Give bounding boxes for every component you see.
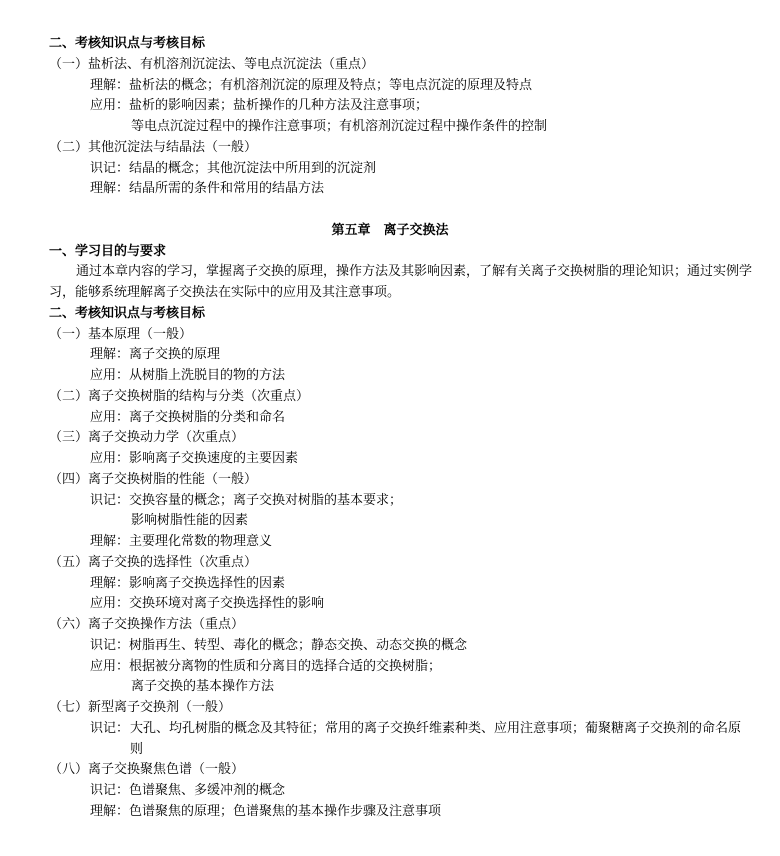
chapter-title: 第五章 离子交换法 (331, 222, 449, 238)
list-item: （二）离子交换树脂的结构与分类（次重点） (49, 388, 310, 404)
list-item: 识记：结晶的概念；其他沉淀法中所用到的沉淀剂 (90, 160, 377, 176)
list-item: 识记：交换容量的概念；离子交换对树脂的基本要求； (90, 492, 403, 508)
document-page (0, 34, 780, 823)
list-item: 应用：从树脂上洗脱目的物的方法 (90, 368, 286, 383)
list-item: （四）离子交换树脂的性能（一般） (49, 471, 258, 487)
list-item: （五）离子交换的选择性（次重点） (49, 554, 258, 570)
list-item (0, 719, 780, 761)
list-item: 理解：盐析法的概念；有机溶剂沉淀的原理及特点；等电点沉淀的原理及特点 (90, 77, 533, 93)
list-item: 应用：影响离子交换速度的主要因素 (90, 451, 299, 466)
goals-paragraph (0, 262, 780, 304)
list-item: 应用：离子交换树脂的分类和命名 (90, 409, 286, 425)
item-text: 大孔、均孔树脂的概念及其特征；常用的离子交换纤维素种类、应用注意事项；葡聚糖离子交换剂的命名原则 (130, 720, 742, 757)
list-item: （一）基本原理（一般） (49, 326, 193, 342)
list-item: 理解：色谱聚焦的原理；色谱聚焦的基本操作步骤及注意事项 (90, 803, 442, 819)
item-label: 识记： (90, 720, 130, 736)
list-item: 应用：根据被分离物的性质和分离目的选择合适的交换树脂； (90, 658, 442, 674)
list-item: 识记：色谱聚焦、多缓冲剂的概念 (90, 783, 286, 798)
list-item: （三）离子交换动力学（次重点） (49, 430, 245, 446)
list-item: 应用：交换环境对离子交换选择性的影响 (90, 596, 325, 612)
list-item: 等电点沉淀过程中的操作注意事项；有机溶剂沉淀过程中操作条件的控制 (131, 119, 548, 134)
list-item: 离子交换的基本操作方法 (131, 679, 275, 695)
list-item: （八）离子交换聚焦色谱（一般） (49, 762, 245, 778)
list-item: 理解：结晶所需的条件和常用的结晶方法 (90, 181, 325, 197)
list-item: 理解：离子交换的原理 (90, 347, 221, 363)
list-item: （二）其他沉淀法与结晶法（一般） (49, 139, 258, 155)
spacer (0, 200, 780, 221)
list-item: （七）新型离子交换剂（一般） (49, 700, 232, 715)
list-item: 理解：影响离子交换选择性的因素 (90, 575, 286, 591)
list-item: 识记：树脂再生、转型、毒化的概念；静态交换、动态交换的概念 (90, 637, 468, 653)
list-item: （六）离子交换操作方法（重点） (49, 617, 245, 632)
section-heading-exam-points: 二、考核知识点与考核目标 (49, 36, 206, 51)
goals-text: 通过本章内容的学习，掌握离子交换的原理，操作方法及其影响因素，了解有关离子交换树脂的理论知识；通过实例学习，能够系统理解离子交换法在实际中的应用及其注意事项。 (49, 264, 753, 300)
list-item: 理解：主要理化常数的物理意义 (90, 534, 273, 549)
section-heading-exam-points: 二、考核知识点与考核目标 (49, 305, 206, 321)
section-heading-goals: 一、学习目的与要求 (49, 243, 167, 259)
list-item: （一）盐析法、有机溶剂沉淀法、等电点沉淀法（重点） (49, 56, 375, 72)
list-item: 应用：盐析的影响因素；盐析操作的几种方法及注意事项； (90, 98, 429, 114)
list-item: 影响树脂性能的因素 (131, 513, 249, 529)
